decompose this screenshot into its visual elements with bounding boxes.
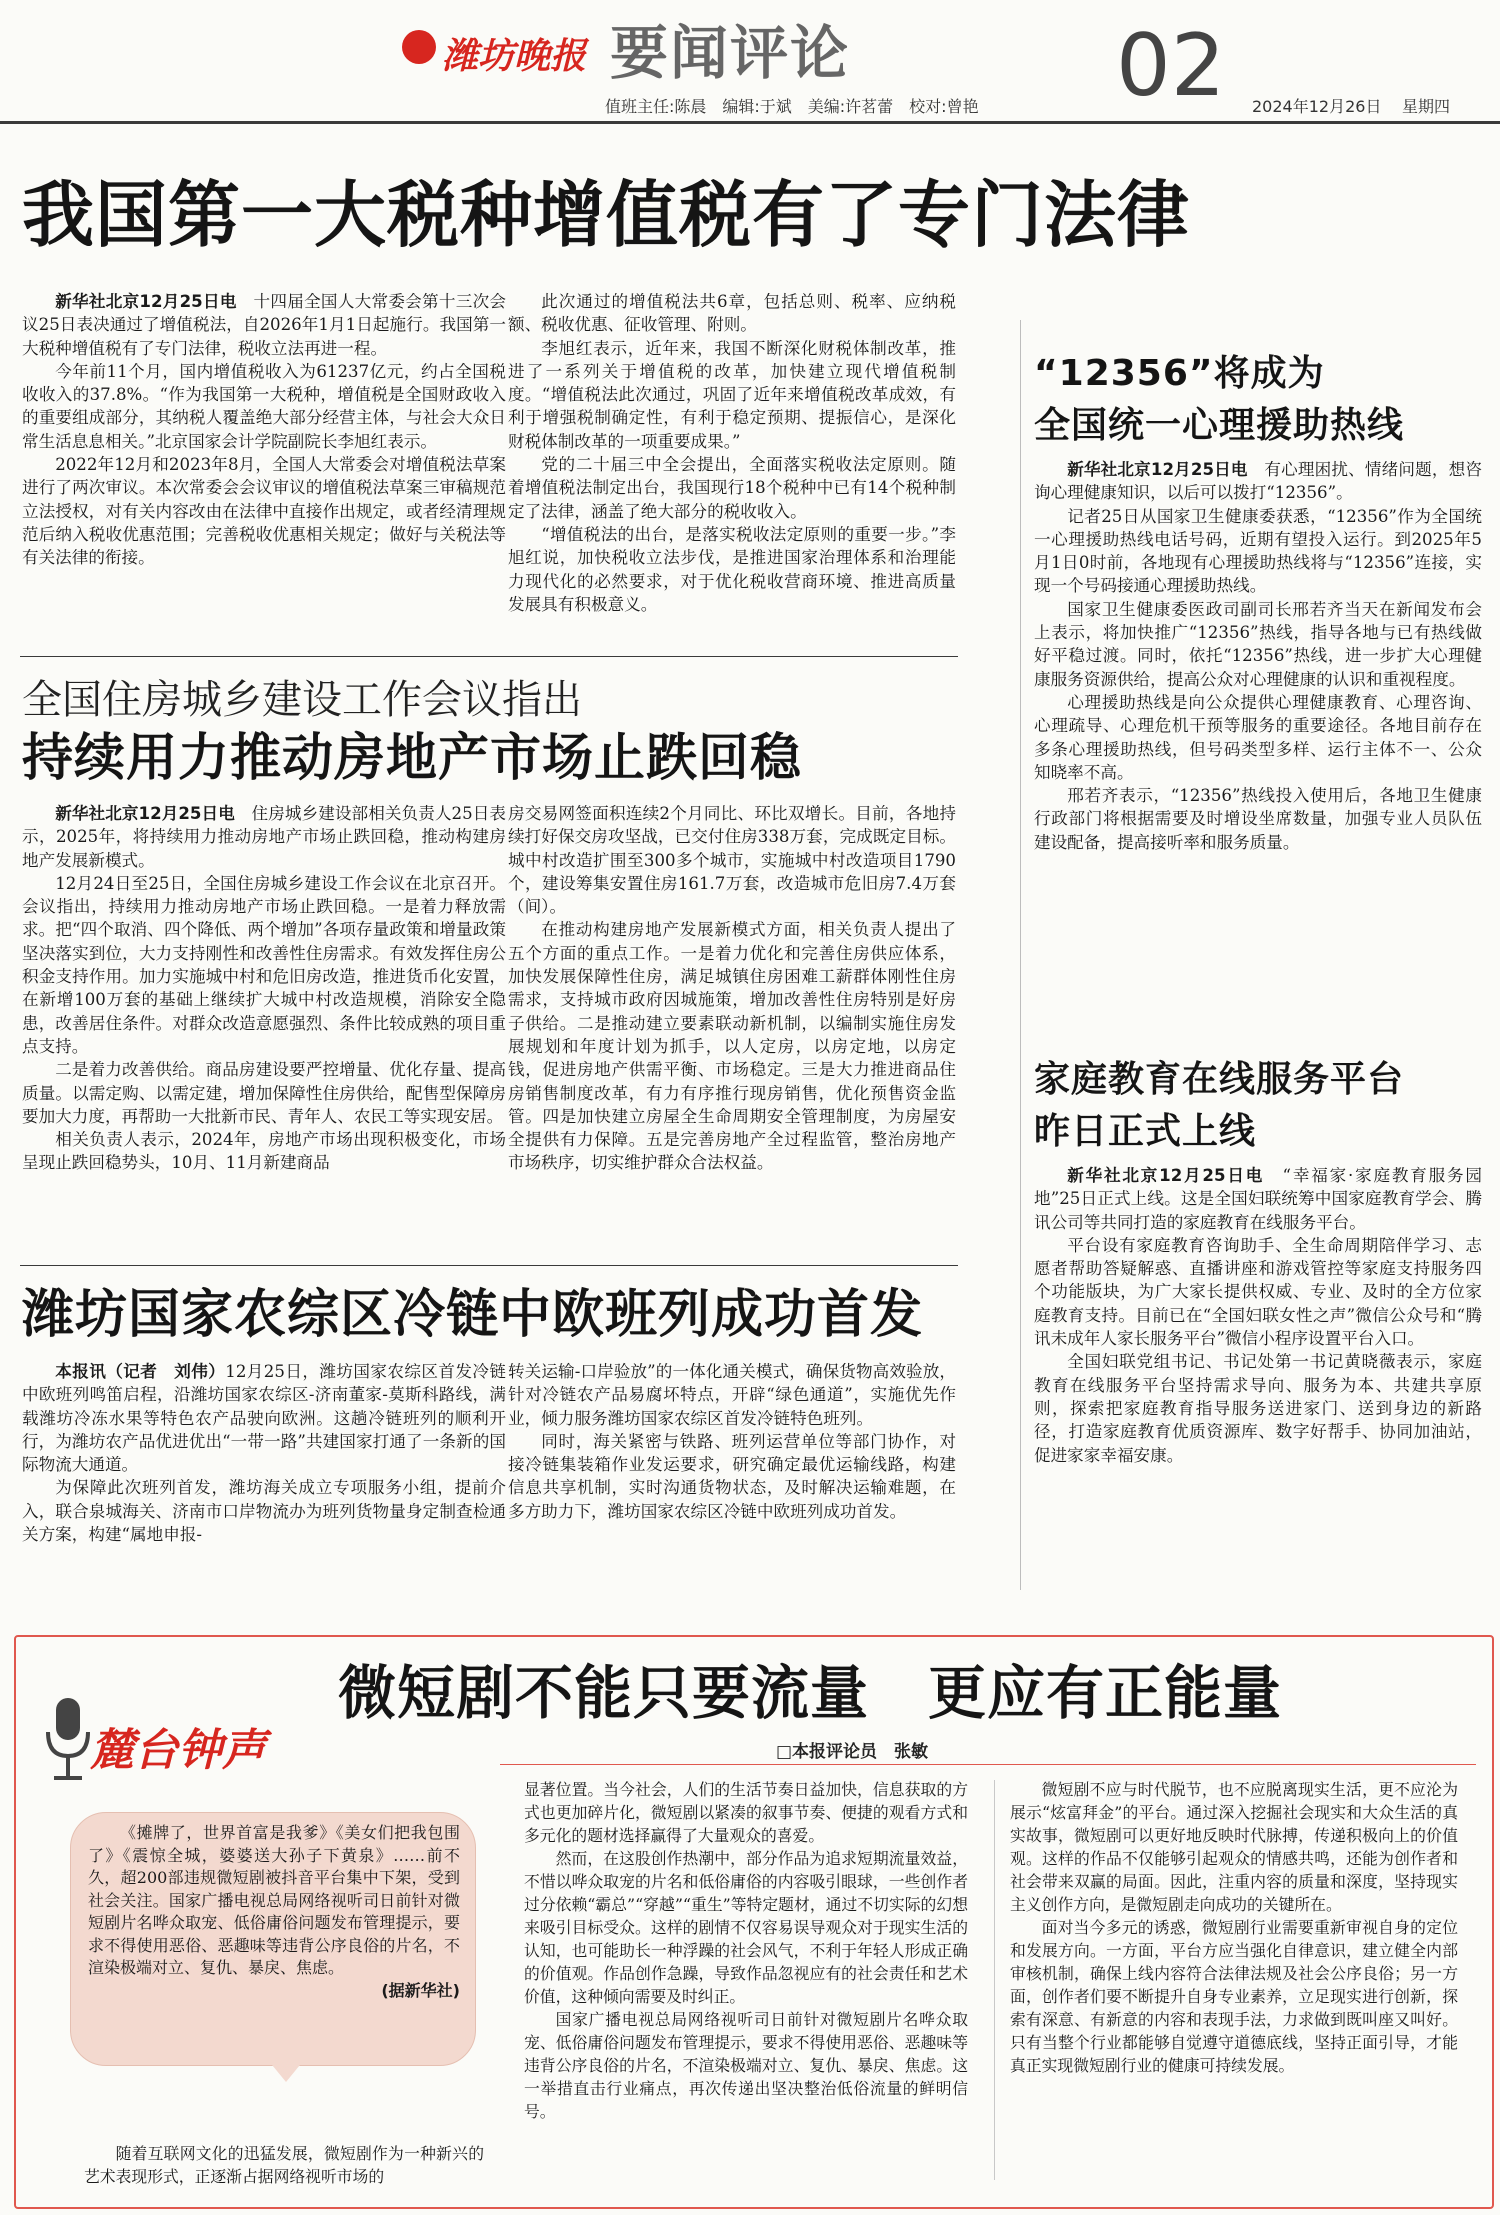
housing-paragraph: 12月24日至25日，全国住房城乡建设工作会议在北京召开。会议指出，持续用力推动房地产市场止跌回稳。一是着力释放需求。把“四个取消、四个降低、两个增加”各项存量政策和增量政策坚决落实到位，大力支持刚性和改善性住房需求。有效发挥住房公积金支持作用。加力实施城中村和危旧房改造，推进货币化安置，在新增100万套的基础上继续扩大城中村改造规模，消除安全隐患，改善居住条件。对群众改造意愿强烈、条件比较成熟的项目重点支持。 — [22, 873, 506, 1056]
section-title: 要闻评论 — [610, 19, 851, 87]
quote-text — [88, 1822, 460, 2002]
lead-headline: 我国第一大税种增值税有了专门法律 — [22, 173, 1191, 257]
lead-paragraph: 党的二十届三中全会提出，全面落实税收法定原则。随着增值税法制定出台，我国现行18个税种中已有14个税种制定了法律，涵盖了绝大部分的税收收入。 — [508, 455, 956, 521]
column-badge — [28, 1692, 298, 1792]
housing-dateline: 新华社北京12月25日电 — [55, 804, 235, 823]
lead-paragraph: 此次通过的增值税法共6章，包括总则、税率、应纳税额、税收优惠、征收管理、附则。 — [508, 292, 956, 335]
column-name: 麓台钟声 — [90, 1725, 266, 1776]
hotline-headline-line2: 全国统一心理援助热线 — [1034, 405, 1405, 446]
issue-weekday: 星期四 — [1402, 97, 1451, 116]
freight-paragraph: 转关运输-口岸验放”的一体化通关模式，确保货物高效验放，针对冷链农产品易腐坏特点，开辟“绿色通道”，实施优先作业，倾力服务潍坊国家农综区首发冷链特色班列。 — [508, 1362, 956, 1428]
family-body — [1034, 1164, 1482, 1467]
commentary-paragraph: 国家广播电视总局网络视听司日前针对微短剧片名哗众取宠、低俗庸俗问题发布管理提示，要求不得使用恶俗、恶趣味等违背公序良俗的片名，不渲染极端对立、复仇、暴戾、焦虑。这一举措直击行业痛点，再次传递出坚决整治低俗流量的鲜明信号。 — [524, 2010, 968, 2121]
housing-paragraph: 住房城乡建设部相关负责人25日表示，2025年，将持续用力推动房地产市场止跌回稳，推动构建房地产发展新模式。 — [22, 804, 506, 870]
lead-paragraph: “增值税法的出台，是落实税收法定原则的重要一步。”李旭红说，加快税收立法步伐，是推进国家治理体系和治理能力现代化的必然要求，对于优化税收营商环境、推进高质量发展具有积极意义。 — [508, 524, 956, 614]
lead-paragraph: 2022年12月和2023年8月，全国人大常委会对增值税法草案进行了两次审议。本次常委会会议审议的增值税法草案三审稿规范立法授权，对有关内容改由在法律中直接作出规定，或者经清理规范后纳入税收优惠范围；完善税收优惠相关规定；做好与关税法等有关法律的衔接。 — [22, 455, 506, 568]
family-paragraph: 平台设有家庭教育咨询助手、全生命周期陪伴学习、志愿者帮助答疑解惑、直播讲座和游戏管控等家庭支持服务四个功能版块，为广大家长提供权威、专业、及时的全方位家庭教育支持。目前已在“全国妇联女性之声”微信公众号和“腾讯未成年人家长服务平台”微信小程序设置平台入口。 — [1034, 1235, 1482, 1349]
family-paragraph: 全国妇联党组书记、书记处第一书记黄晓薇表示，家庭教育在线服务平台坚持需求导向、服务为本、共建共享原则，探索把家庭教育指导服务送进家门、送到身边的新路径，打造家庭教育优质资源库、数字好帮手、协同加油站，促进家家幸福安康。 — [1034, 1352, 1482, 1465]
commentary-paragraph: 微短剧不应与时代脱节，也不应脱离现实生活，更不应沦为展示“炫富拜金”的平台。通过深入挖掘社会现实和大众生活的真实故事，微短剧可以更好地反映时代脉搏，传递积极向上的价值观。这样的作品不仅能够引起观众的情感共鸣，还能为创作者和社会带来双赢的局面。因此，注重内容的质量和深度，坚持现实主义创作方向，是微短剧走向成功的关键所在。 — [1010, 1780, 1458, 1914]
housing-kicker: 全国住房城乡建设工作会议指出 — [22, 677, 582, 723]
family-headline-line2: 昨日正式上线 — [1034, 1111, 1257, 1152]
hotline-paragraph: 心理援助热线是向公众提供心理健康教育、心理咨询、心理疏导、心理危机干预等服务的重要途径。各地目前存在多条心理援助热线，但号码类型多样、运行主体不一、公众知晓率不高。 — [1034, 692, 1482, 782]
freight-paragraph: 12月25日，潍坊国家农综区首发冷链中欧班列鸣笛启程，沿潍坊国家农综区-济南董家-莫斯科路线，满载潍坊冷冻水果等特色农产品驶向欧洲。这趟冷链班列的顺利开行，为潍坊农产品优进优出“一带一路”共建国家打通了一条新的国际物流大通道。 — [22, 1362, 507, 1475]
commentary-paragraph: 随着互联网文化的迅猛发展，微短剧作为一种新兴的艺术表现形式，正逐渐占据网络视听市场的 — [84, 2144, 484, 2186]
freight-col-1 — [22, 1360, 506, 1546]
hotline-dateline: 新华社北京12月25日电 — [1067, 460, 1248, 479]
column-rule — [1020, 320, 1021, 1590]
issue-date: 2024年12月26日 — [1252, 97, 1382, 116]
hotline-paragraph: 邢若齐表示，“12356”热线投入使用后，各地卫生健康行政部门将根据需要及时增设坐席数量，加强专业人员队伍建设配备，提高接听率和服务质量。 — [1034, 786, 1482, 852]
commentary-paragraph: 面对当今多元的诱惑，微短剧行业需要重新审视自身的定位和发展方向。一方面，平台方应当强化自律意识，建立健全内部审核机制，确保上线内容符合法律法规及社会公序良俗；另一方面，创作者们要不断提升自身专业素养，立足现实进行创新，探索有深意、有新意的内容和表现手法，力求做到既叫座又叫好。只有当整个行业都能够自觉遵守道德底线，坚持正面引导，才能真正实现微短剧行业的健康可持续发展。 — [1010, 1918, 1458, 2075]
page-number: 02 — [1116, 16, 1226, 116]
paper-name: 潍坊晚报 — [442, 36, 587, 77]
lead-paragraph: 李旭红表示，近年来，我国不断深化财税体制改革，推进了一系列关于增值税的改革，加快建立现代增值税制度。“增值税法此次通过，巩固了近年来增值税改革成效，有利于增强税制确定性，有利于稳定预期、提振信心，是深化财税体制改革的一项重要成果。” — [508, 338, 956, 451]
lead-col-2 — [508, 290, 956, 616]
commentary-intro — [84, 2142, 484, 2188]
housing-paragraph: 相关负责人表示，2024年，房地产市场出现积极变化，市场呈现止跌回稳势头，10月、11月新建商品 — [22, 1130, 506, 1173]
freight-col-2 — [508, 1360, 956, 1523]
commentary-paragraph: 然而，在这股创作热潮中，部分作品为追求短期流量效益，不惜以哗众取宠的片名和低俗庸俗的内容吸引眼球，一些创作者过分依赖“霸总”“穿越”“重生”等特定题材，通过不切实际的幻想来吸引目标受众。这样的剧情不仅容易误导观众对于现实生活的认知，也可能助长一种浮躁的社会风气，不利于年轻人形成正确的价值观。作品创作急躁，导致作品忽视应有的社会责任和艺术价值，这种倾向需要及时纠正。 — [524, 1849, 968, 2006]
hotline-body — [1034, 458, 1482, 854]
divider — [20, 656, 958, 657]
housing-paragraph: 房交易网签面积连续2个月同比、环比双增长。目前，各地持续打好保交房攻坚战，已交付住房338万套，完成既定目标。城中村改造扩围至300多个城市，实施城中村改造项目1790个，建设筹集安置住房161.7万套，改造城市危旧房7.4万套（间）。 — [508, 804, 956, 917]
quote-bubble-tail — [268, 2060, 304, 2082]
staff-line: 值班主任:陈晨 编辑:于斌 美编:许茗蕾 校对:曾艳 — [605, 97, 979, 116]
lead-paragraph: 今年前11个月，国内增值税收入为61237亿元，约占全国税收收入的37.8%。“作为我国第一大税种，增值税是全国财政收入的重要组成部分，其纳税人覆盖绝大部分经营主体，与社会大众日常生活息息相关。”北京国家会计学院副院长李旭红表示。 — [22, 361, 506, 451]
housing-paragraph: 在推动构建房地产发展新模式方面，相关负责人提出了五个方面的重点工作。一是着力优化和完善住房供应体系，加快发展保障性住房，满足城镇住房困难工薪群体刚性住房需求，支持城市政府因城施策，增加改善性住房特别是好房子供给。二是推动建立要素联动新机制，以编制实施住房发展规划和年度计划为抓手，以人定房，以房定地，以房定钱，促进房地产供需平衡、市场稳定。三是大力推进商品住房销售制度改革，有力有序推行现房销售，优化预售资金监管。四是加快建立房屋全生命周期安全管理制度，为房屋安全提供有力保障。五是完善房地产全过程监管，整治房地产市场秩序，切实维护群众合法权益。 — [508, 920, 956, 1173]
lead-dateline: 新华社北京12月25日电 — [55, 292, 237, 311]
quote-source: (据新华社) — [381, 1980, 460, 2000]
commentary-headline: 微短剧不能只要流量 更应有正能量 — [338, 1659, 1283, 1727]
housing-headline: 持续用力推动房地产市场止跌回稳 — [22, 729, 803, 788]
masthead-rule — [0, 121, 1500, 124]
masthead — [0, 0, 1500, 125]
hotline-paragraph: 国家卫生健康委医政司副司长邢若齐当天在新闻发布会上表示，将加快推广“12356”热线，指导各地与已有热线做好平稳过渡。同时，依托“12356”热线，进一步扩大心理健康服务资源供给，提高公众对心理健康的认识和重视程度。 — [1034, 599, 1482, 689]
commentary-col-3 — [1010, 1778, 1458, 2077]
freight-paragraph: 为保障此次班列首发，潍坊海关成立专项服务小组，提前介入，联合泉城海关、济南市口岸物流办为班列货物量身定制查检通关方案，构建“属地申报- — [22, 1478, 506, 1545]
commentary-col-2 — [524, 1778, 968, 2123]
hotline-headline-line1: “12356”将成为 — [1034, 353, 1325, 394]
byline-rule — [500, 1764, 1476, 1765]
lead-col-1 — [22, 290, 506, 570]
hotline-paragraph: 有心理困扰、情绪问题，想咨询心理健康知识，以后可以拨打“12356”。 — [1034, 460, 1482, 503]
hotline-paragraph: 记者25日从国家卫生健康委获悉，“12356”作为全国统一心理援助热线电话号码，近期有望投入运行。到2025年5月1日0时前，各地现有心理援助热线将与“12356”连接，实现一个号码接通心理援助热线。 — [1034, 506, 1482, 596]
family-dateline: 新华社北京12月25日电 — [1067, 1166, 1265, 1185]
lead-paragraph: 十四届全国人大常委会第十三次会议25日表决通过了增值税法，自2026年1月1日起施行。我国第一大税种增值税有了专门法律，税收立法再进一程。 — [22, 292, 507, 358]
family-paragraph: “幸福家·家庭教育服务园地”25日正式上线。这是全国妇联统筹中国家庭教育学会、腾讯公司等共同打造的家庭教育在线服务平台。 — [1034, 1166, 1483, 1232]
quote-body: 《摊牌了，世界首富是我爹》《美女们把我包围了》《震惊全城，婆婆送大孙子下黄泉》……前不久，超200部违规微短剧被抖音平台集中下架，受到社会关注。国家广播电视总局网络视听司日前针对微短剧片名哗众取宠、低俗庸俗问题发布管理提示，要求不得使用恶俗、恶趣味等违背公序良俗的片名，不渲染极端对立、复仇、暴戾、焦虑。 — [88, 1823, 460, 1977]
commentary-paragraph: 显著位置。当今社会，人们的生活节奏日益加快，信息获取的方式也更加碎片化，微短剧以紧凑的叙事节奏、便捷的观看方式和多元化的题材选择赢得了大量观众的喜爱。 — [524, 1780, 968, 1845]
paper-logo-icon — [402, 30, 436, 64]
commentary-byline: □本报评论员 张敏 — [776, 1742, 929, 1762]
microphone-icon — [38, 1692, 98, 1792]
housing-col-1 — [22, 802, 506, 1175]
housing-col-2 — [508, 802, 956, 1175]
freight-headline: 潍坊国家农综区冷链中欧班列成功首发 — [22, 1285, 924, 1345]
housing-paragraph: 二是着力改善供给。商品房建设要严控增量、优化存量、提高质量。以需定购、以需定建，增加保障性住房供给，配售型保障房要加大力度，再帮助一大批新市民、青年人、农民工等实现安居。 — [22, 1060, 506, 1126]
column-rule — [994, 1780, 995, 2180]
freight-dateline: 本报讯（记者 刘伟） — [55, 1362, 226, 1381]
divider — [20, 1265, 958, 1266]
freight-paragraph: 同时，海关紧密与铁路、班列运营单位等部门协作，对接冷链集装箱作业发运要求，研究确定最优运输线路，构建信息共享机制，实时沟通货物状态，及时解决运输难题，在多方助力下，潍坊国家农综区冷链中欧班列成功首发。 — [508, 1431, 956, 1521]
family-headline-line1: 家庭教育在线服务平台 — [1034, 1059, 1405, 1100]
